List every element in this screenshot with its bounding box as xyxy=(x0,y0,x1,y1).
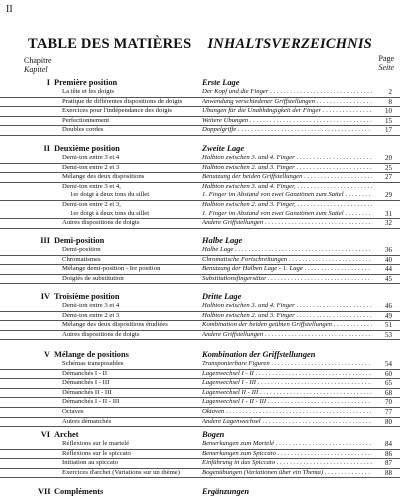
entry-page-number: 32 xyxy=(385,219,392,228)
entry-title-de: Anwendung verschiedener Griffstellungen . . . xyxy=(202,98,372,107)
entry-title-de: Halbton zwischen 2. und 3. Finger, . . . xyxy=(202,201,372,210)
entry-title-de: Lagenwechsel I - II . . . xyxy=(202,370,372,379)
entry-title-fr: Schémas transposables xyxy=(62,360,124,367)
entry-title-de: Halbton zwischen 3. und 4. Finger . . . xyxy=(202,154,372,163)
section-number: V xyxy=(43,350,50,359)
section-heading xyxy=(0,78,400,88)
section-title-fr: Demi-position xyxy=(54,236,105,245)
toc-entry xyxy=(0,210,400,220)
entry-page-number: 45 xyxy=(385,274,392,283)
entry-title-fr: Octaves xyxy=(62,407,84,415)
toc-entry xyxy=(0,389,400,399)
toc-entry xyxy=(0,173,400,183)
section-title-de: Halbe Lage xyxy=(202,236,243,245)
page-column-heading xyxy=(378,54,394,72)
entry-page-number: 20 xyxy=(385,154,392,162)
entry-title-de: Lagenwechsel I - II - III . . . xyxy=(202,398,372,407)
section-title-de: Kombination der Griffstellungen xyxy=(202,350,316,359)
entry-title-de: Weitere Übungen . . . xyxy=(202,117,372,126)
entry-page-number: 29 xyxy=(385,191,392,200)
entry-title-de: Benutzung der beiden Griffstellungen . . . xyxy=(202,173,372,182)
entry-page-number: 51 xyxy=(385,321,392,330)
toc-entry xyxy=(0,360,400,370)
entry-page-number: 53 xyxy=(385,330,392,339)
entry-title-de: Bogenübungen (Variationen über ein Thema) . . . xyxy=(202,469,372,478)
toc-entry xyxy=(0,183,400,192)
toc-entry xyxy=(0,331,400,341)
entry-title-fr: Démanchés I - II xyxy=(62,369,108,377)
entry-page-number: 49 xyxy=(385,311,392,320)
entry-title-de: Lagenwechsel I - III . . . xyxy=(202,379,372,388)
toc-entry xyxy=(0,418,400,428)
toc-entry xyxy=(0,370,400,380)
entry-title-de: Bemerkungen zum Spiccato . . . xyxy=(202,450,372,459)
section-title-fr: Troisième position xyxy=(54,292,120,301)
entry-title-de: Andere Lagenwechsel . . . xyxy=(202,418,372,427)
entry-title-fr: Autres dispositions de doigts xyxy=(62,219,140,227)
entry-page-number: 46 xyxy=(385,302,392,310)
toc-entry xyxy=(0,164,400,174)
entry-title-de: Andere Griffstellungen . . . xyxy=(202,219,372,228)
toc-entry xyxy=(0,126,400,136)
entry-title-fr: Doubles cordes xyxy=(62,126,104,134)
entry-title-de: Benutzung der Halben Lage - 1. Lage . . . xyxy=(202,265,372,274)
entry-page-number: 86 xyxy=(385,449,392,458)
entry-title-de: Übungen für die Unabhängigkeit der Finger . . . xyxy=(202,107,372,116)
entry-title-de: Doppelgriffe . . . xyxy=(202,126,372,135)
toc-entry xyxy=(0,469,400,479)
entry-title-fr: Pratique de différentes dispositions de doigts xyxy=(62,97,183,105)
section-number: II xyxy=(43,144,50,153)
entry-page-number: 65 xyxy=(385,379,392,388)
entry-title-fr: La tête et les doigts xyxy=(62,88,114,95)
entry-title-de: 1. Finger im Abstand von zwei Ganztönen zum Sattel . . . xyxy=(202,210,372,219)
entry-page-number: 80 xyxy=(385,417,392,426)
entry-title-de: Halbton zwischen 2. und 3. Finger . . . xyxy=(202,312,372,321)
entry-title-fr: Demi-position xyxy=(62,246,101,253)
entry-title-de: Andere Griffstellungen . . . xyxy=(202,331,372,340)
section-heading xyxy=(0,236,400,246)
entry-title-de: Halbton zwischen 3. und 4. Finger, . . . xyxy=(202,183,372,192)
entry-title-fr: Initiation au spiccato xyxy=(62,459,119,467)
entry-title-fr: Autres démanchés xyxy=(62,417,112,425)
entry-page-number: 15 xyxy=(385,116,392,125)
page-title xyxy=(0,36,400,53)
toc-entry xyxy=(0,275,400,285)
section-title-de: Erste Lage xyxy=(202,78,240,87)
page-roman-numeral: II xyxy=(6,4,13,15)
entry-title-fr: Autres dispositions de doigts xyxy=(62,330,140,338)
entry-title-fr: Chromatismes xyxy=(62,255,101,263)
toc-section xyxy=(0,350,400,427)
entry-page-number: 84 xyxy=(385,440,392,448)
section-title-de: Bogen xyxy=(202,430,225,439)
entry-title-fr: Exercices pour l'indépendance des doigts xyxy=(62,107,173,115)
section-heading xyxy=(0,292,400,302)
entry-title-fr: Démanchés II - III xyxy=(62,388,112,396)
entry-title-fr: Mélange des deux dispositions xyxy=(62,173,145,181)
entry-page-number: 54 xyxy=(385,360,392,368)
entry-title-fr: Réflexions sur le spiccato xyxy=(62,449,131,457)
section-heading xyxy=(0,350,400,360)
entry-title-fr: Demi-ton entre 3 et 4 xyxy=(62,154,120,161)
section-heading xyxy=(0,487,400,497)
title-french: TABLE DES MATIÈRES xyxy=(28,36,192,52)
entry-page-number: 68 xyxy=(385,388,392,397)
section-title-de: Ergänzungen xyxy=(202,487,250,496)
entry-title-fr: Doigtés de substitution xyxy=(62,274,124,282)
section-number: I xyxy=(46,78,50,87)
entry-page-number: 60 xyxy=(385,369,392,378)
toc-entry xyxy=(0,201,400,210)
entry-title-fr: Mélange demi-position - Ire position xyxy=(62,265,161,273)
entry-page-number: 8 xyxy=(388,97,392,106)
entry-page-number: 88 xyxy=(385,468,392,477)
page-heading-fr: Page xyxy=(378,54,394,63)
toc-entry xyxy=(0,398,400,408)
entry-title-fr: Demi-ton entre 2 et 3 xyxy=(62,163,120,171)
page-heading-de: Seite xyxy=(378,63,394,72)
entry-page-number: 27 xyxy=(385,173,392,182)
toc-entry xyxy=(0,98,400,108)
section-number: III xyxy=(40,236,50,245)
chapter-column-heading xyxy=(24,56,52,74)
section-title-de: Zweite Lage xyxy=(202,144,245,153)
section-title-fr: Archet xyxy=(54,430,79,439)
entry-page-number: 87 xyxy=(385,459,392,468)
section-title-fr: Mélange de positions xyxy=(54,350,129,359)
toc-section xyxy=(0,487,400,497)
section-title-fr: Première position xyxy=(54,78,118,87)
toc-entry xyxy=(0,459,400,469)
toc-section xyxy=(0,430,400,478)
entry-page-number: 31 xyxy=(385,209,392,218)
toc-entry xyxy=(0,107,400,117)
entry-page-number: 17 xyxy=(385,126,392,135)
entry-title-de: 1. Finger im Abstand von zwei Ganztönen zum Sattel . . . xyxy=(202,191,372,200)
toc-entry xyxy=(0,312,400,322)
toc-entry xyxy=(0,88,400,98)
entry-title-fr: Demi-ton entre 2 et 3 xyxy=(62,311,120,319)
entry-title-de: Transponierbare Figuren . . . xyxy=(202,360,372,369)
entry-title-fr: Demi-ton entre 3 et 4, xyxy=(62,182,121,190)
entry-title-fr: 1er doigt à deux tons du sillet xyxy=(70,191,150,199)
title-german: INHALTSVERZEICHNIS xyxy=(207,36,372,52)
entry-page-number: 77 xyxy=(385,407,392,416)
entry-title-de: Der Kopf und die Finger . . . xyxy=(202,88,372,97)
entry-title-de: Halbton zwischen 2. und 3. Finger . . . xyxy=(202,164,372,173)
section-number: VII xyxy=(38,487,51,496)
entry-title-de: Einführung in das Spiccato . . . xyxy=(202,459,372,468)
entry-title-fr: Mélange des deux dispositions étudiées xyxy=(62,321,168,329)
toc-entry xyxy=(0,440,400,450)
toc-section xyxy=(0,144,400,229)
toc-entry xyxy=(0,379,400,389)
entry-page-number: 36 xyxy=(385,246,392,254)
toc-entry xyxy=(0,450,400,460)
toc-section xyxy=(0,236,400,284)
entry-page-number: 10 xyxy=(385,107,392,116)
entry-title-de: Halbton zwischen 3. und 4. Finger . . . xyxy=(202,302,372,311)
entry-page-number: 2 xyxy=(388,88,392,96)
entry-title-fr: Démanchés I - II - III xyxy=(62,398,120,406)
toc-section xyxy=(0,78,400,136)
entry-title-de: Oktaven . . . xyxy=(202,408,372,417)
section-number: VI xyxy=(40,430,50,439)
section-title-fr: Deuxième position xyxy=(54,144,120,153)
entry-title-fr: Réflexions sur le martelé xyxy=(62,440,130,447)
section-number: IV xyxy=(40,292,50,301)
entry-title-de: Kombination der beiden geübten Griffstellungen . . . xyxy=(202,321,372,330)
toc-entry xyxy=(0,219,400,229)
section-heading xyxy=(0,144,400,154)
entry-title-de: Bemerkungen zum Martelé . . . xyxy=(202,440,372,449)
entry-title-de: Chromatische Fortschreitungen . . . xyxy=(202,256,372,265)
chapter-heading-de: Kapitel xyxy=(24,65,48,74)
entry-title-de: Halbe Lage . . . xyxy=(202,246,372,255)
toc-entry xyxy=(0,191,400,201)
toc-entry xyxy=(0,117,400,127)
section-heading xyxy=(0,430,400,440)
entry-title-fr: 1er doigt à deux tons du sillet xyxy=(70,209,150,217)
entry-page-number: 70 xyxy=(385,398,392,407)
entry-page-number: 40 xyxy=(385,255,392,264)
toc-entry xyxy=(0,302,400,312)
entry-title-fr: Exercices d'archet (Variations sur un thème) xyxy=(62,468,180,476)
entry-page-number: 44 xyxy=(385,265,392,274)
entry-title-fr: Demi-ton entre 3 et 4 xyxy=(62,302,120,309)
toc-entry xyxy=(0,265,400,275)
entry-title-de: Substitutionsfingersätze . . . xyxy=(202,275,372,284)
entry-page-number: 25 xyxy=(385,163,392,172)
entry-title-fr: Démanchés I - III xyxy=(62,379,110,387)
toc-section xyxy=(0,292,400,340)
section-title-de: Dritte Lage xyxy=(202,292,242,301)
entry-title-fr: Demi-ton entre 2 et 3, xyxy=(62,200,121,208)
toc-entry xyxy=(0,321,400,331)
toc-entry xyxy=(0,154,400,164)
chapter-heading-fr: Chapitre xyxy=(24,56,52,65)
entry-title-fr: Perfectionnement xyxy=(62,116,110,124)
section-title-fr: Compléments xyxy=(54,487,104,496)
toc-entry xyxy=(0,246,400,256)
toc-entry xyxy=(0,256,400,266)
entry-title-de: Lagenwechsel II - III . . . xyxy=(202,389,372,398)
toc-entry xyxy=(0,408,400,418)
